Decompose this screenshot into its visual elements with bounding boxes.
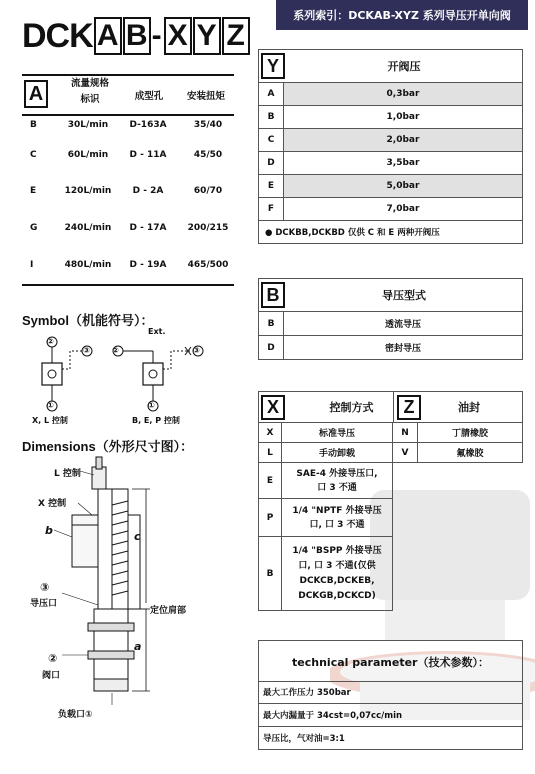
model-box-b: B [123,17,151,55]
dim-l-control: L 控制 [54,469,81,479]
symbol-ext-label: Ext. [148,327,166,336]
table-xz [258,422,523,611]
row-torque: 45/50 [193,150,223,160]
model-box-x: X [164,17,192,55]
model-code-title [22,16,250,56]
series-index-header: 系列索引：DCKAB-XYZ 系列导压开单向阀 [276,0,528,30]
model-box-a: A [94,17,122,55]
dim-port2-label: 阀口 [42,671,61,681]
table-row [259,312,523,336]
table-row [259,106,523,129]
table-row [259,443,523,463]
valve-body-right [143,363,163,385]
table-row [22,150,234,162]
table-a-letter: A [24,80,48,108]
table-y-title: 开阀压 [387,60,421,73]
row-code: G [30,223,38,233]
row-code: P [259,499,282,537]
model-prefix: DCK [22,16,93,55]
symbol-port2-right: ② [112,346,119,355]
row-code: E [259,175,284,198]
symbol-right-label: B, E, P 控制 [132,416,180,425]
table-row [259,83,523,106]
dim-a-label: a [134,640,142,653]
table-row [259,336,523,360]
row-value: 标准导压 [282,423,393,443]
row-value: 3,5bar [284,152,523,175]
row-cavity: D - 11A [129,150,167,160]
table-row [22,260,234,272]
row-code-z: N [393,423,418,443]
row-value: 密封导压 [284,336,523,360]
row-code: D [259,152,284,175]
model-box-z: Z [222,17,250,55]
table-a-head-cavity: 成型孔 [134,91,164,102]
dim-load-port: 负载口① [58,710,93,720]
dimensions-title: Dimensions（外形尺寸图）： [22,439,194,454]
row-cavity: D - 19A [129,260,167,270]
row-code: L [259,443,282,463]
tech-title-box [258,640,523,682]
row-code: I [30,260,34,270]
row-flow: 480L/min [64,260,112,270]
row-code: C [30,150,37,160]
row-code: F [259,198,284,221]
row-code-z: V [393,443,418,463]
table-x-letter: X [261,395,285,420]
table-row [259,152,523,175]
dim-port3-label: 导压口 [30,599,58,609]
table-x-title: 控制方式 [329,401,374,414]
model-box-y: Y [193,17,221,55]
row-cavity: D - 17A [129,223,167,233]
row-value: 7,0bar [284,198,523,221]
row-code: C [259,129,284,152]
symbol-title: Symbol（机能符号）： [22,313,154,328]
table-y [258,82,523,244]
table-row [259,463,523,499]
table-b-title: 导压型式 [382,289,426,302]
row-value: 透流导压 [284,312,523,336]
table-row [259,198,523,221]
table-row [22,186,234,198]
table-y-title-row [258,49,523,83]
table-a-bottom-rule [22,284,234,286]
row-flow: 240L/min [64,223,112,233]
dim-c-label: c [134,530,141,543]
table-row [22,223,234,235]
row-value: 1/4 "NPTF 外接导压 口, 口 3 不通 [282,499,393,537]
symbol-port1-left: ① [47,401,54,410]
row-code: B [259,537,282,611]
row-torque: 465/500 [187,260,229,270]
tech-line [258,681,523,704]
dim-port3-num: ③ [40,581,50,594]
row-code: E [259,463,282,499]
table-row [259,499,523,537]
table-z-letter: Z [397,395,421,420]
row-code: B [30,120,37,130]
column-divider [393,392,394,422]
row-cavity: D - 2A [132,186,164,196]
table-b-title-row [258,278,523,312]
table-b-letter: B [261,282,285,308]
row-value: 手动卸载 [282,443,393,463]
row-code: E [30,186,37,196]
row-value-z: 氟橡胶 [418,443,523,463]
row-code: X [259,423,282,443]
row-cavity: D-163A [129,120,167,130]
dim-b-label: b [45,524,53,537]
tech-title: technical parameter（技术参数）： [292,656,489,669]
table-y-note-row [259,221,523,244]
table-a-head-torque: 安装扭矩 [186,91,225,102]
row-torque: 35/40 [193,120,223,130]
symbol-left-label: X, L 控制 [32,416,68,425]
table-row [259,129,523,152]
row-value: 1/4 "BSPP 外接导压 口, 口 3 不通(仅供 DCKCB,DCKEB, DCKGB,DCKCD) [282,537,393,611]
table-y-note: ● DCKBB,DCKBD 仅供 C 和 E 两种开阀压 [259,221,523,244]
tech-line [258,727,523,750]
dim-x-control: X 控制 [38,499,67,509]
row-code: A [259,83,284,106]
table-a-head-flow: 流量规格 标识 [70,78,109,105]
symbol-port3-right: ③ [193,346,200,355]
table-xz-title-row [258,391,523,423]
tech-line-text: 最大内漏量于 34cst=0,07cc/min [263,711,403,721]
table-z-title: 油封 [458,401,480,414]
row-torque: 200/215 [187,223,229,233]
row-value: SAE-4 外接导压口, 口 3 不通 [282,463,393,499]
table-row [259,423,523,443]
row-flow: 120L/min [64,186,112,196]
row-code: B [259,312,284,336]
table-y-letter: Y [261,53,285,79]
row-value: 1,0bar [284,106,523,129]
row-code: D [259,336,284,360]
table-b [258,311,523,360]
symbol-port1-right: ① [148,401,155,410]
table-row [22,120,234,132]
row-flow: 60L/min [67,150,109,160]
model-dash: - [151,19,162,52]
dim-shoulder-label: 定位肩部 [150,606,187,616]
row-value-z: 丁腈橡胶 [418,423,523,443]
row-value: 5,0bar [284,175,523,198]
symbol-port2-left: ② [47,337,54,346]
row-value: 0,3bar [284,83,523,106]
valve-body-left [42,363,62,385]
tech-line-text: 最大工作压力 350bar [263,688,351,698]
row-code: B [259,106,284,129]
symbol-port3-left: ③ [83,346,90,355]
row-flow: 30L/min [67,120,109,130]
table-row [259,175,523,198]
row-torque: 60/70 [193,186,223,196]
dim-port2-num: ② [48,652,58,665]
row-value: 2,0bar [284,129,523,152]
table-row [259,537,523,611]
tech-line-text: 导压比，气对油=3:1 [263,734,345,744]
tech-line [258,704,523,727]
